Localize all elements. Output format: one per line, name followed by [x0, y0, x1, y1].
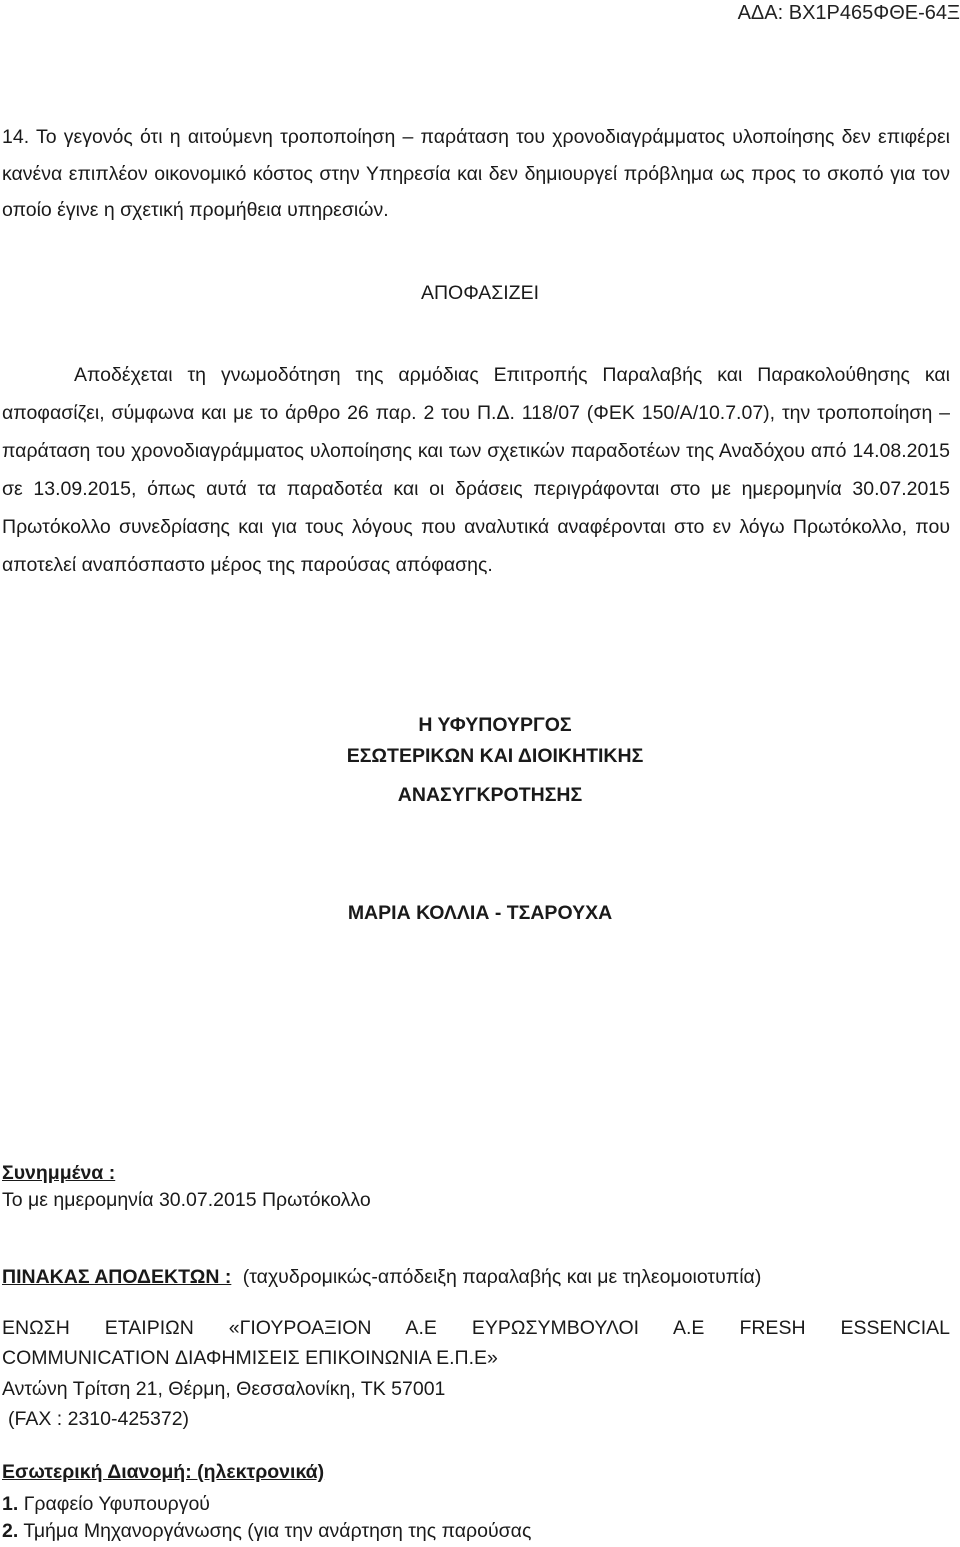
signature-title-line1: Η ΥΦΥΠΟΥΡΓΟΣ: [418, 714, 572, 736]
decision-paragraph: [2, 356, 950, 584]
recipient-fax: (FAX : 2310-425372): [8, 1408, 190, 1430]
signature-name: ΜΑΡΙΑ ΚΟΛΛΙΑ - ΤΣΑΡΟΥΧΑ: [347, 902, 613, 924]
internal-item-number: 1.: [2, 1493, 19, 1515]
internal-item-text: Τμήμα Μηχανοργάνωσης (για την ανάρτηση της παρούσας: [23, 1520, 532, 1542]
union-line-1: ΕΝΩΣΗ ΕΤΑΙΡΙΩΝ «ΓΙΟΥΡΟΑΞΙΟΝ Α.Ε ΕΥΡΩΣΥΜΒΟΥΛΟΙ Α.Ε FRESH ESSENCIAL: [2, 1317, 950, 1339]
recipient-address: Αντώνη Τρίτση 21, Θέρμη, Θεσσαλονίκη, ΤΚ 57001: [2, 1378, 446, 1400]
decision-heading: ΑΠΟΦΑΣΙΖΕΙ: [420, 282, 540, 304]
recipients-line: [2, 1266, 761, 1289]
internal-item-1: [2, 1493, 210, 1516]
internal-item-text: Γραφείο Υφυπουργού: [23, 1493, 210, 1515]
attachment-item: Το με ημερομηνία 30.07.2015 Πρωτόκολλο: [2, 1189, 371, 1211]
recipients-label: ΠΙΝΑΚΑΣ ΑΠΟΔΕΚΤΩΝ :: [2, 1266, 232, 1288]
signature-title-line2: ΕΣΩΤΕΡΙΚΩΝ ΚΑΙ ΔΙΟΙΚΗΤΙΚΗΣ: [346, 745, 644, 767]
union-line-2: COMMUNICATION ΔΙΑΦΗΜΙΣΕΙΣ ΕΠΙΚΟΙΝΩΝΙΑ Ε.Π.Ε»: [2, 1347, 498, 1369]
internal-item-2: [2, 1520, 531, 1543]
attachments-label: Συνημμένα :: [2, 1162, 116, 1184]
internal-item-number: 2.: [2, 1520, 19, 1542]
point-14-paragraph: 14. Το γεγονός ότι η αιτούμενη τροποποίηση – παράταση του χρονοδιαγράμματος υλοποίησης δεν επιφέρει κανένα επιπλέον οικονομικό κόστος στην Υπηρεσία και δεν δημιουργεί πρόβλημα ως προς το σκοπό για τον οποίο έγινε η σχετική προμήθεια υπηρεσιών.: [2, 126, 950, 221]
signature-title-line3: ΑΝΑΣΥΓΚΡΟΤΗΣΗΣ: [397, 784, 583, 806]
recipients-note: (ταχυδρομικώς-απόδειξη παραλαβής και με τηλεομοιοτυπία): [242, 1266, 762, 1288]
ada-code: ΑΔΑ: ΒΧ1Ρ465ΦΘΕ-64Ξ: [737, 2, 960, 24]
decision-text: Αποδέχεται τη γνωμοδότηση της αρμόδιας Επιτροπής Παραλαβής και Παρακολούθησης και αποφασίζει, σύμφωνα και με το άρθρο 26 παρ. 2 του Π.Δ. 118/07 (ΦΕΚ 150/Α/10.7.07), την τροποποίηση – παράταση του χρονοδιαγράμματος υλοποίησης και των σχετικών παραδοτέων της Αναδόχου από 14.08.2015 σε 13.09.2015, όπως αυτά τα παραδοτέα και οι δράσεις περιγράφονται στο με ημερομηνία 30.07.2015 Πρωτόκολλο συνεδρίασης και για τους λόγους που αναλυτικά αναφέρονται στο εν λόγω Πρωτόκολλο, που αποτελεί αναπόσπαστο μέρος της παρούσας απόφασης.: [2, 364, 950, 576]
internal-distribution-label: Εσωτερική Διανομή: (ηλεκτρονικά): [2, 1461, 325, 1483]
